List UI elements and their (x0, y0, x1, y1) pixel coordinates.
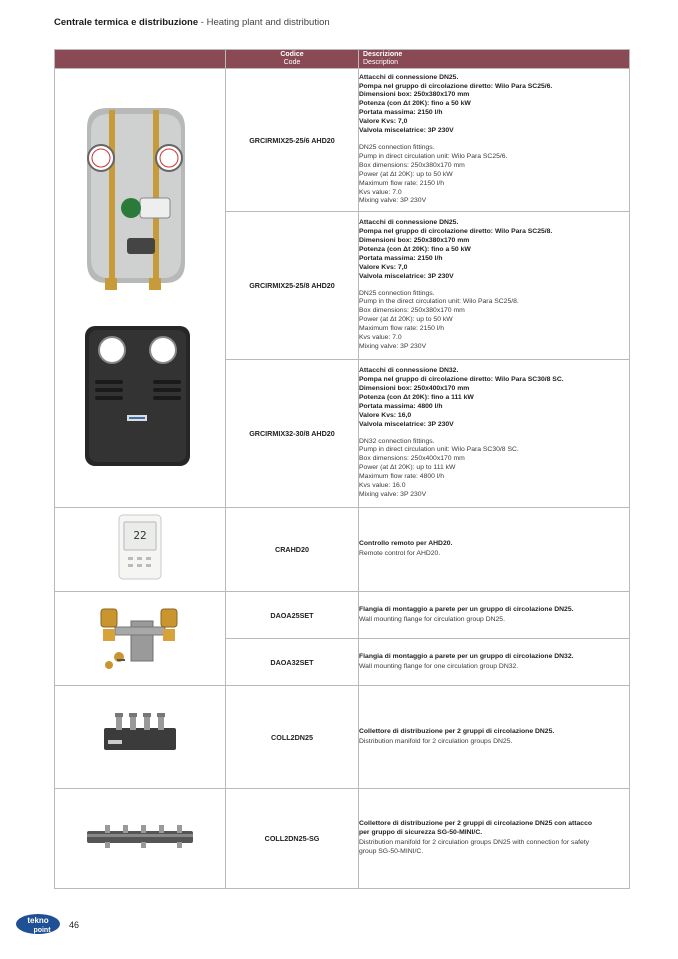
page-number: 46 (69, 920, 80, 930)
desc-it-line: Pompa nel gruppo di circolazione diretto: Wilo Para SC30/8 SC. (359, 376, 564, 384)
table-row (55, 789, 630, 889)
pump-group-images (65, 88, 215, 483)
desc-it-line: Valvola miscelatrice: 3P 230V (359, 127, 454, 135)
desc-it-line: Dimensioni box: 250x380x170 mm (359, 91, 470, 99)
desc-en-line: Remote control for AHD20. (359, 550, 441, 557)
page-title-italian: Centrale termica e distribuzione (54, 17, 199, 28)
desc-en-line: Power (at Δt 20K): up to 111 kW (359, 464, 456, 472)
product-code: GRCIRMIX25-25/8 AHD20 (226, 212, 359, 360)
desc-it-line: Portata massima: 2150 l/h (359, 254, 443, 262)
desc-en-block (359, 438, 629, 500)
desc-en-line: Maximum flow rate: 4800 l/h (359, 473, 444, 481)
page-title (54, 17, 330, 28)
desc-en-line: DN25 connection fittings. (359, 289, 435, 297)
desc-it-line: Dimensioni box: 250x400x170 mm (359, 384, 470, 392)
manifold-sg-image-cell (55, 789, 226, 889)
desc-it-line: Dimensioni box: 250x380x170 mm (359, 236, 470, 244)
desc-en-line: Kvs value: 7.0 (359, 334, 402, 342)
desc-it-line: Valvola miscelatrice: 3P 230V (359, 420, 454, 428)
table-row (55, 686, 630, 789)
header-image-cell (55, 50, 226, 69)
desc-it-line: Portata massima: 2150 l/h (359, 109, 443, 117)
desc-en-line: Kvs value: 7.0 (359, 188, 402, 196)
remote-display-value: 22 (133, 529, 147, 542)
table-row (55, 69, 630, 212)
page-title-english: Heating plant and distribution (206, 17, 330, 28)
desc-it-line: Attacchi di connessione DN32. (359, 367, 459, 375)
desc-it-line: Potenza (con Δt 20K): fino a 111 kW (359, 393, 474, 401)
desc-it-line: Portata massima: 4800 l/h (359, 402, 443, 410)
product-table (54, 49, 630, 889)
page-title-separator: - (198, 17, 207, 28)
desc-en-line: DN25 connection fittings. (359, 144, 435, 151)
product-code: CRAHD20 (226, 508, 359, 592)
desc-it-line: Potenza (con Δt 20K): fino a 50 kW (359, 245, 471, 253)
desc-en-line: Pump in direct circulation unit: Wilo Para SC25/6. (359, 152, 508, 160)
flange-image-cell (55, 592, 226, 686)
product-description (359, 212, 630, 360)
desc-it-line: Valore Kvs: 7,0 (359, 263, 408, 271)
header-desc-en: Description (363, 59, 399, 66)
desc-en-line: Kvs value: 16.0 (359, 482, 406, 490)
product-description (359, 69, 630, 212)
product-code: GRCIRMIX25-25/6 AHD20 (226, 69, 359, 212)
table-row (55, 592, 630, 639)
desc-en-line: Power (at Δt 20K): up to 50 kW (359, 170, 453, 178)
table-row (55, 508, 630, 592)
product-code: DAOA25SET (226, 592, 359, 639)
teknopoint-logo (16, 912, 62, 936)
desc-en-line: Pump in direct circulation unit: Wilo Para SC30/8 SC. (359, 446, 519, 454)
logo-text-bottom: point (33, 927, 51, 934)
manifold-image (100, 710, 180, 760)
desc-it-line: Potenza (con Δt 20K): fino a 50 kW (359, 100, 471, 108)
desc-en-line: Mixing valve: 3P 230V (359, 342, 427, 350)
header-code (226, 50, 359, 69)
desc-it-line: Collettore di distribuzione per 2 gruppi di circolazione DN25 con attacco (359, 820, 593, 828)
header-code-it: Codice (280, 50, 304, 58)
desc-it-line: Pompa nel gruppo di circolazione diretto: Wilo Para SC25/6. (359, 82, 553, 90)
desc-it-line: per gruppo di sicurezza SG-50-MINI/C. (359, 829, 483, 837)
desc-en-line: Pump in the direct circulation unit: Wilo Para SC25/8. (359, 298, 519, 306)
desc-it-line: Valvola miscelatrice: 3P 230V (359, 272, 454, 280)
desc-it-line: Valore Kvs: 16,0 (359, 411, 412, 419)
desc-en-line: Mixing valve: 3P 230V (359, 197, 427, 205)
mounting-flange-image (95, 599, 185, 673)
desc-it-line: Controllo remoto per AHD20. (359, 540, 453, 548)
desc-it-line: Attacchi di connessione DN25. (359, 219, 459, 227)
product-code: DAOA32SET (226, 639, 359, 686)
desc-it-line: Attacchi di connessione DN25. (359, 73, 459, 81)
desc-en-line: Mixing valve: 3P 230V (359, 490, 427, 498)
desc-en-line: Maximum flow rate: 2150 l/h (359, 179, 444, 187)
desc-en-line: Distribution manifold for 2 circulation groups DN25 with connection for safety (359, 839, 590, 846)
desc-en-line: DN32 connection fittings. (359, 437, 435, 445)
desc-it-line: Flangia di montaggio a parete per un gruppo di circolazione DN32. (359, 652, 574, 660)
desc-it-line: Flangia di montaggio a parete per un gruppo di circolazione DN25. (359, 605, 574, 613)
desc-en-line: Distribution manifold for 2 circulation groups DN25. (359, 737, 513, 745)
header-code-en: Code (283, 59, 301, 66)
pump-group-box-image (85, 326, 190, 466)
header-description (359, 50, 630, 69)
product-description (359, 789, 630, 889)
pump-group-open-image (87, 108, 185, 290)
product-code: GRCIRMIX32-30/8 AHD20 (226, 360, 359, 508)
product-code: COLL2DN25 (226, 686, 359, 789)
logo-text-top: tekno (27, 916, 49, 925)
product-description (359, 360, 630, 508)
product-description (359, 592, 630, 639)
product-code: COLL2DN25-SG (226, 789, 359, 889)
desc-it-line: Pompa nel gruppo di circolazione diretto: Wilo Para SC25/8. (359, 228, 553, 236)
desc-en-line: Box dimensions: 250x380x170 mm (359, 307, 465, 315)
desc-en-block (359, 290, 629, 352)
desc-en-line: Wall mounting flange for circulation group DN25. (359, 615, 505, 623)
page-footer (16, 912, 80, 941)
product-description (359, 639, 630, 686)
table-header-row (55, 50, 630, 69)
desc-en-line: group SG-50-MINI/C. (359, 847, 424, 855)
remote-control-image-cell (55, 508, 226, 592)
desc-en-line: Wall mounting flange for one circulation group DN32. (359, 662, 519, 670)
product-description (359, 508, 630, 592)
product-description (359, 686, 630, 789)
desc-it-line: Valore Kvs: 7,0 (359, 118, 408, 126)
desc-it-line: Collettore di distribuzione per 2 gruppi di circolazione DN25. (359, 727, 555, 735)
desc-en-line: Maximum flow rate: 2150 l/h (359, 325, 444, 333)
header-desc-it: Descrizione (363, 50, 403, 58)
manifold-sg-image (85, 821, 195, 851)
manifold-image-cell (55, 686, 226, 789)
desc-en-line: Box dimensions: 250x380x170 mm (359, 161, 465, 169)
pump-group-image-cell (55, 69, 226, 508)
desc-en-line: Box dimensions: 250x400x170 mm (359, 455, 465, 463)
remote-control-image (118, 514, 162, 580)
desc-en-line: Power (at Δt 20K): up to 50 kW (359, 316, 453, 324)
desc-en-block (359, 144, 629, 206)
